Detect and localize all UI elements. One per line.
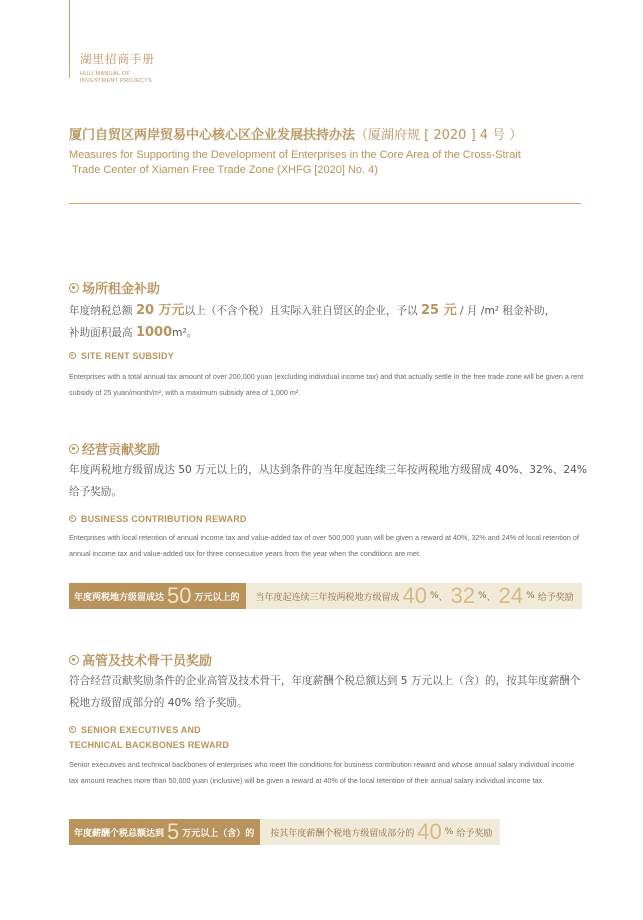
circle-bullet-icon <box>69 726 76 733</box>
circle-bullet-icon <box>69 444 79 454</box>
executives-banner-condition <box>69 819 260 845</box>
rent-cn-text-2: 以上（不含个税）且实际入驻自贸区的企业，予以 <box>184 305 421 317</box>
banner-text: 当年度起连续三年按两税地方级留成 <box>255 592 400 603</box>
banner-separator: 、 <box>438 592 448 603</box>
contribution-en-heading <box>69 512 247 527</box>
contribution-banner-condition <box>69 583 246 609</box>
header-vertical-line <box>69 0 70 78</box>
executives-banner <box>69 819 500 845</box>
banner-big-number: 5 <box>167 819 180 844</box>
banner-big-number: 50 <box>167 583 192 608</box>
brand-title-en-line1: HULI MANUAL OF <box>80 71 131 77</box>
banner-percent: % <box>430 591 439 601</box>
banner-text: 按其年度薪酬个税地方级留成部分的 <box>270 828 415 839</box>
banner-big-number: 24 <box>498 583 524 608</box>
section-heading-executives <box>69 650 212 669</box>
banner-text: 给予奖励 <box>537 592 574 603</box>
brand-title-en <box>80 71 155 85</box>
rent-cn-highlight-amount: 20 万元 <box>135 303 185 318</box>
brand-title-cn: 湖里招商手册 <box>80 52 155 66</box>
executives-en-heading-line2: TECHNICAL BACKBONES REWARD <box>69 740 230 750</box>
executives-cn-body: 符合经营贡献奖励条件的企业高管及技术骨干，年度薪酬个税总额达到 5 万元以上（含）的，按其年度薪酬个税地方级留成部分的 40% 给予奖励。 <box>69 675 581 709</box>
rent-cn-text-1: 年度纳税总额 <box>69 305 136 317</box>
section-heading-contribution <box>69 439 160 458</box>
banner-big-number: 32 <box>450 583 476 608</box>
brand-block <box>80 51 155 85</box>
banner-text: 万元以上的 <box>194 592 240 603</box>
page-title-cn-main: 厦门自贸区两岸贸易中心核心区企业发展扶持办法 <box>69 128 356 143</box>
executives-en-heading-line1: SENIOR EXECUTIVES AND <box>81 725 201 735</box>
section-heading-rent-text: 场所租金补助 <box>82 282 161 297</box>
banner-text: 年度薪酬个税总额达到 <box>74 828 165 839</box>
contribution-en-heading-text: BUSINESS CONTRIBUTION REWARD <box>81 514 247 524</box>
brand-title-en-line2: INVESTMENT PROJECTS <box>80 78 152 84</box>
page-title-en-line1: Measures for Supporting the Development of Enterprises in the Core Area of the Cross-Strait <box>69 149 521 161</box>
circle-bullet-icon <box>69 283 79 293</box>
rent-cn-text-4: 补助面积最高 <box>69 327 136 339</box>
section-heading-rent <box>69 278 160 297</box>
executives-en-body: Senior executives and technical backbones of enterprises who meet the conditions for business contribution reward and whose annual salary individual income tax amount reaches more than 50,000 yuan (inclusive) will be given a reward at 40% of the local retention of their annual salary individual income tax. <box>69 760 575 785</box>
rent-cn-highlight-rate: 25 元 <box>421 303 457 318</box>
contribution-banner-reward <box>246 583 582 609</box>
title-divider <box>69 203 581 204</box>
rent-cn-text-5: m²。 <box>172 327 198 339</box>
page-title-cn <box>69 124 522 143</box>
section-heading-executives-text: 高管及技术骨干员奖励 <box>82 654 213 669</box>
rent-en-heading <box>69 349 174 364</box>
circle-bullet-icon <box>69 655 79 665</box>
section-heading-contribution-text: 经营贡献奖励 <box>82 443 161 458</box>
rent-en-heading-text: SITE RENT SUBSIDY <box>81 351 174 361</box>
banner-percent: % <box>444 827 454 837</box>
contribution-cn-body: 年度两税地方级留成达 50 万元以上的，从达到条件的当年度起连续三年按两税地方级留成 40%、32%、24% 给予奖励。 <box>69 464 587 498</box>
banner-percent: % <box>478 591 487 601</box>
page-title-en <box>69 148 584 178</box>
rent-en-body: Enterprises with a total annual tax amount of over 200,000 yuan (excluding individual income tax) and that actually settle in the free trade zone will be given a rent subsidy of 25 yuan/month/m², with a maximum subsidy area of 1,000 m². <box>69 372 584 397</box>
banner-text: 万元以上（含）的 <box>182 828 255 839</box>
banner-percent: % <box>526 591 535 601</box>
page-title-cn-doc-number: （厦湖府规 [ 2020 ] 4 号 ） <box>355 128 523 143</box>
contribution-en-body: Enterprises with local retention of annual income tax and value-added tax of over 500,000 yuan will be given a reward at 40%, 32% and 24% of local retention of annual income tax and value-added tax for three consecutive years from the year when the conditions are met. <box>69 533 579 558</box>
contribution-banner <box>69 583 582 609</box>
banner-big-number: 40 <box>402 583 428 608</box>
circle-bullet-icon <box>69 515 76 522</box>
page-title-en-line2: Trade Center of Xiamen Free Trade Zone (XHFG [2020] No. 4) <box>72 164 378 176</box>
circle-bullet-icon <box>69 352 76 359</box>
executives-banner-reward <box>260 819 500 845</box>
banner-text: 给予奖励 <box>456 828 493 839</box>
executives-en-heading <box>69 723 229 753</box>
banner-big-number: 40 <box>417 819 442 844</box>
rent-cn-body <box>69 300 589 344</box>
rent-cn-highlight-area: 1000 <box>135 325 173 340</box>
rent-cn-text-3: / 月 /m² 租金补助， <box>456 305 556 317</box>
banner-text: 年度两税地方级留成达 <box>74 592 165 603</box>
banner-separator: 、 <box>486 592 496 603</box>
